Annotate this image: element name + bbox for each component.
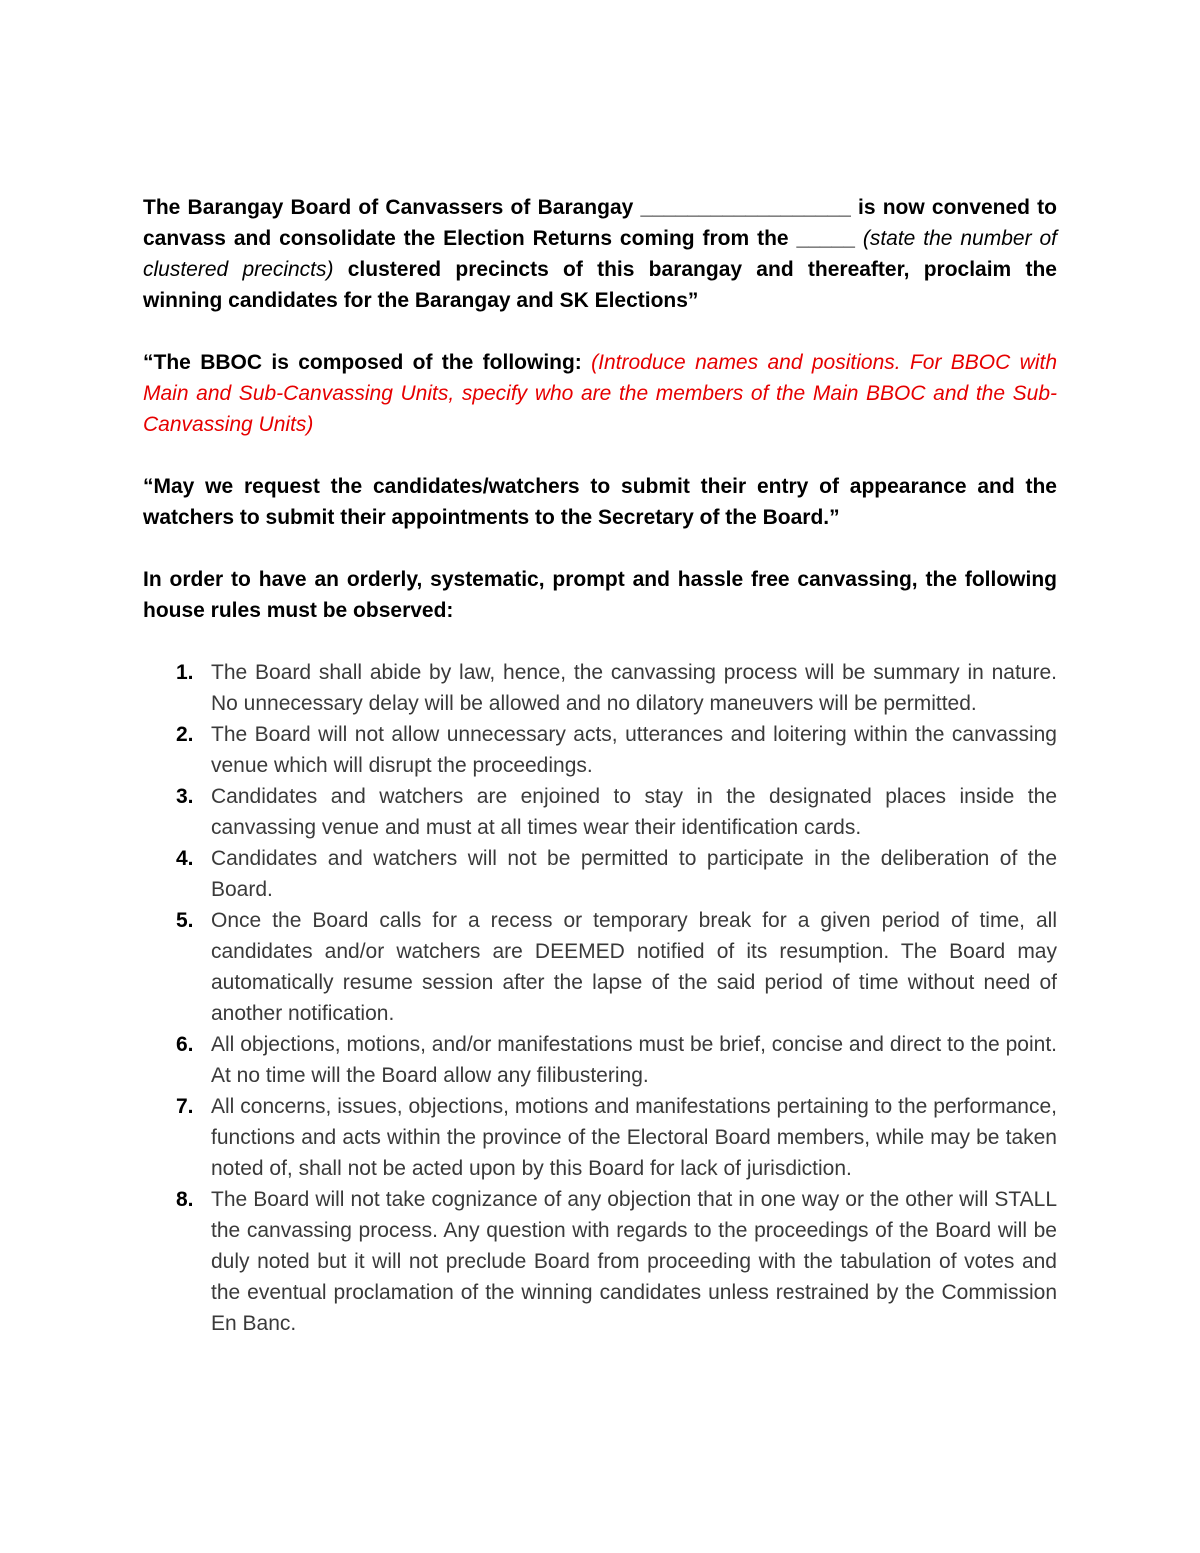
- intro-paragraph: [143, 192, 1057, 316]
- rule-text: All objections, motions, and/or manifestations must be brief, concise and direct to the point. At no time will the Board allow any filibustering.: [211, 1033, 1057, 1087]
- composition-lead: “The BBOC is composed of the following:: [143, 351, 592, 374]
- rule-number: 1.: [176, 661, 194, 684]
- document-page: [143, 192, 1057, 1339]
- spacer: [143, 440, 1057, 471]
- list-item: [143, 1029, 1057, 1091]
- list-item: [143, 905, 1057, 1029]
- rule-number: 8.: [176, 1188, 194, 1211]
- rule-number: 6.: [176, 1033, 194, 1056]
- rule-text: The Board will not allow unnecessary acts, utterances and loitering within the canvassing venue which will disrupt the proceedings.: [211, 723, 1057, 777]
- rule-number: 4.: [176, 847, 194, 870]
- spacer: [143, 533, 1057, 564]
- intro-text-part2: clustered precincts of this barangay and thereafter, proclaim the winning candidates for the Barangay and SK Elections”: [143, 258, 1057, 312]
- house-rules-intro: In order to have an orderly, systematic, prompt and hassle free canvassing, the following house rules must be observed:: [143, 568, 1057, 622]
- rule-text: The Board shall abide by law, hence, the canvassing process will be summary in nature. No unnecessary delay will be allowed and no dilatory maneuvers will be permitted.: [211, 661, 1057, 715]
- rule-text: All concerns, issues, objections, motions and manifestations pertaining to the performance, functions and acts within the province of the Electoral Board members, while may be taken noted of, shall not be acted upon by this Board for lack of jurisdiction.: [211, 1095, 1057, 1180]
- spacer: [143, 626, 1057, 657]
- request-paragraph: “May we request the candidates/watchers to submit their entry of appearance and the watchers to submit their appointments to the Secretary of the Board.”: [143, 475, 1057, 529]
- list-item: [143, 843, 1057, 905]
- intro-note: (state the number of clustered precincts): [143, 227, 1057, 281]
- list-item: [143, 1091, 1057, 1184]
- rule-text: Once the Board calls for a recess or temporary break for a given period of time, all candidates and/or watchers are DEEMED notified of its resumption. The Board may automatically resume session after the lapse of the said period of time without need of another notification.: [211, 909, 1057, 1025]
- rule-number: 3.: [176, 785, 194, 808]
- rule-text: Candidates and watchers will not be permitted to participate in the deliberation of the Board.: [211, 847, 1057, 901]
- composition-note: (Introduce names and positions. For BBOC with Main and Sub-Canvassing Units, specify who are the members of the Main BBOC and the Sub-Canvassing Units): [143, 351, 1058, 436]
- rule-number: 5.: [176, 909, 194, 932]
- list-item: [143, 1184, 1057, 1339]
- list-item: [143, 719, 1057, 781]
- house-rules-list: [143, 657, 1057, 1339]
- rule-number: 7.: [176, 1095, 194, 1118]
- spacer: [143, 316, 1057, 347]
- rule-text: Candidates and watchers are enjoined to stay in the designated places inside the canvassing venue and must at all times wear their identification cards.: [211, 785, 1057, 839]
- list-item: [143, 781, 1057, 843]
- list-item: [143, 657, 1057, 719]
- composition-paragraph: [143, 347, 1057, 440]
- intro-text-part1: The Barangay Board of Canvassers of Barangay __________________ is now convened to canvass and consolidate the Election Returns coming from the _____: [143, 196, 1057, 250]
- rule-number: 2.: [176, 723, 194, 746]
- rule-text: The Board will not take cognizance of any objection that in one way or the other will STALL the canvassing process. Any question with regards to the proceedings of the Board will be duly noted but it will not preclude Board from proceeding with the tabulation of votes and the eventual proclamation of the winning candidates unless restrained by the Commission En Banc.: [211, 1188, 1057, 1335]
